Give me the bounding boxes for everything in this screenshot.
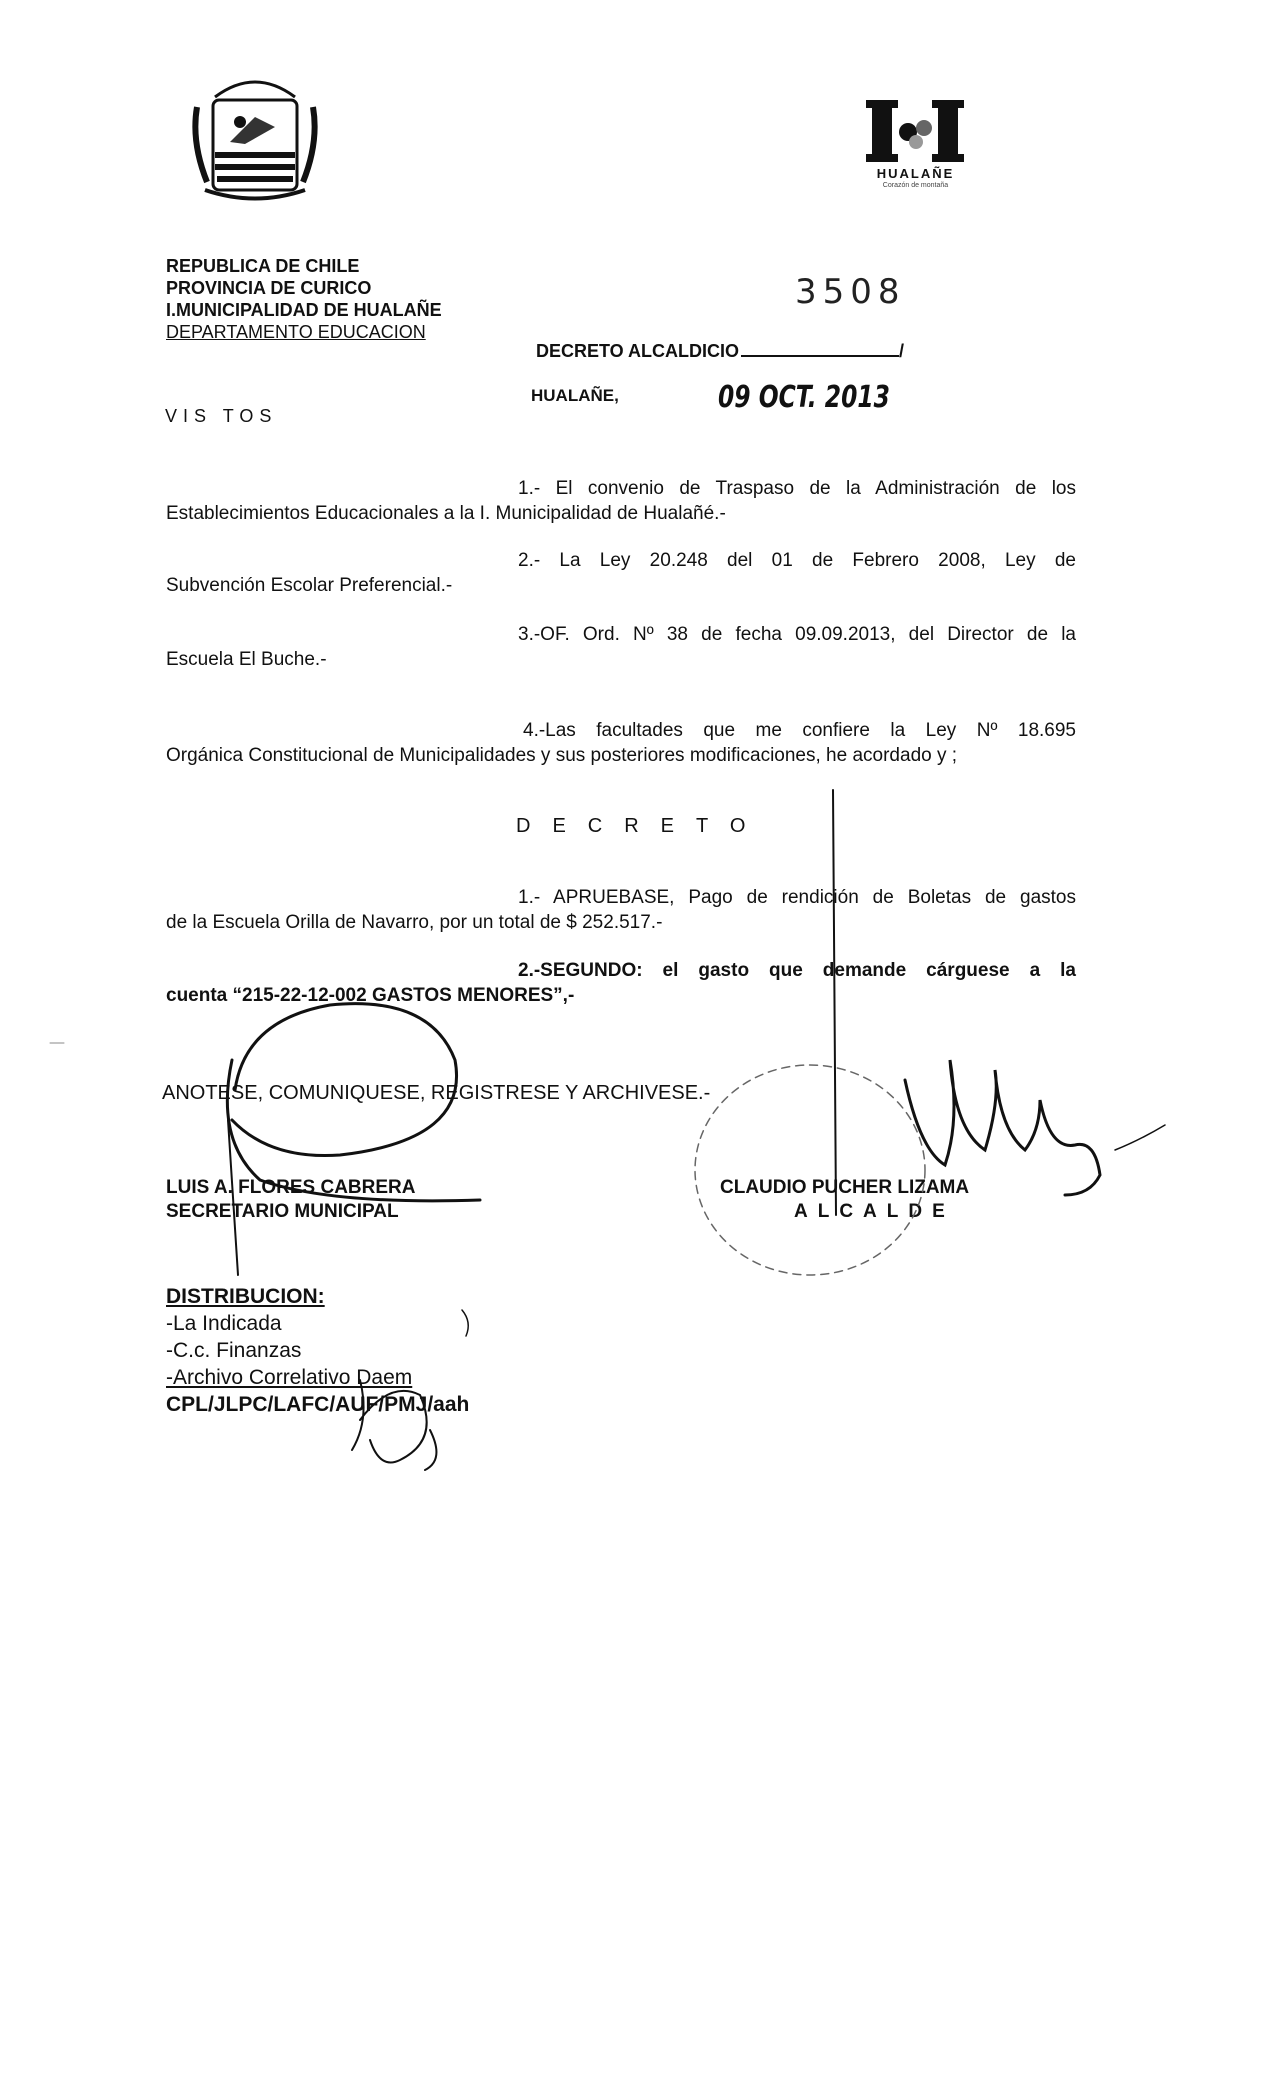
consideration-2-first-line: 2.- La Ley 20.248 del 01 de Febrero 2008, Ley de <box>518 550 1076 571</box>
decree-label <box>536 341 904 362</box>
consideration-3-first-line: 3.-OF. Ord. Nº 38 de fecha 09.09.2013, del Director de la <box>518 624 1076 645</box>
decree-label-text: DECRETO ALCALDICIO <box>536 341 740 361</box>
header-line-province: PROVINCIA DE CURICO <box>166 278 372 298</box>
article-1-first-line: 1.- APRUEBASE, Pago de rendición de Boletas de gastos <box>518 887 1076 908</box>
consideration-3-rest: Escuela El Buche.- <box>166 649 327 670</box>
document-header <box>166 255 442 343</box>
decree-slash: / <box>899 341 905 361</box>
secretary-name: LUIS A. FLORES CABRERA <box>166 1177 416 1198</box>
consideration-4-rest: Orgánica Constitucional de Municipalidades y sus posteriores modificaciones, he acordado y ; <box>166 745 958 766</box>
official-seal-stamp <box>695 1065 925 1275</box>
article-2-rest: cuenta “215-22-12-002 GASTOS MENORES”,- <box>166 985 575 1006</box>
secretary-signature-loop <box>232 1004 457 1156</box>
brand-tagline: Corazón de montaña <box>882 182 949 189</box>
decreto-title: DECRETO <box>516 815 768 837</box>
consideration-1-first-line: 1.- El convenio de Traspaso de la Administración de los <box>518 478 1076 499</box>
mayor-signature-block <box>720 1176 969 1224</box>
vistos-heading: VIS TOS <box>165 406 278 426</box>
mayor-signature-dash <box>1115 1125 1165 1150</box>
secretary-signature-block <box>166 1176 415 1224</box>
mayor-name: CLAUDIO PUCHER LIZAMA <box>720 1177 970 1198</box>
distribution-initials: CPL/JLPC/LAFC/AUF/PMJ/aah <box>166 1393 470 1416</box>
article-2 <box>166 958 1076 1008</box>
municipal-crest-logo <box>185 72 325 207</box>
secretary-role: SECRETARIO MUNICIPAL <box>166 1201 399 1222</box>
mayor-signature <box>905 1060 1100 1195</box>
distribution-item: -Archivo Correlativo Daem <box>166 1366 413 1389</box>
consideration-3 <box>166 622 1076 672</box>
article-1-rest: de la Escuela Orilla de Navarro, por un total de $ 252.517.- <box>166 912 663 933</box>
date-stamp: 09 OCT. 2013 <box>718 380 890 415</box>
article-1 <box>166 885 1076 935</box>
header-line-department: DEPARTAMENTO EDUCACION <box>166 322 426 342</box>
consideration-4 <box>166 718 1076 768</box>
decree-number-stamp: 3508 <box>795 272 906 312</box>
decree-number-line <box>741 355 899 357</box>
brand-name: HUALAÑE <box>876 166 955 181</box>
distribution-item: -C.c. Finanzas <box>166 1339 302 1362</box>
article-2-first-line: 2.-SEGUNDO: el gasto que demande cárguese a la <box>518 960 1076 981</box>
closing-statement: ANOTESE, COMUNIQUESE, REGISTRESE Y ARCHIVESE.- <box>162 1082 711 1104</box>
consideration-1 <box>166 476 1076 526</box>
consideration-2-rest: Subvención Escolar Preferencial.- <box>166 575 453 596</box>
consideration-2 <box>166 548 1076 598</box>
distribution-title: DISTRIBUCION: <box>166 1285 325 1308</box>
mayor-role: ALCALDE <box>794 1201 955 1222</box>
consideration-4-first-line: 4.-Las facultades que me confiere la Ley Nº 18.695 <box>523 720 1076 741</box>
distribution-item: -La Indicada <box>166 1312 282 1335</box>
hualane-brand-logo <box>858 96 973 196</box>
distribution-block <box>166 1283 469 1418</box>
header-line-country: REPUBLICA DE CHILE <box>166 256 360 276</box>
consideration-1-rest: Establecimientos Educacionales a la I. Municipalidad de Hualañé.- <box>166 503 726 524</box>
header-line-municipality: I.MUNICIPALIDAD DE HUALAÑE <box>166 300 442 320</box>
place-label: HUALAÑE, <box>531 386 619 405</box>
